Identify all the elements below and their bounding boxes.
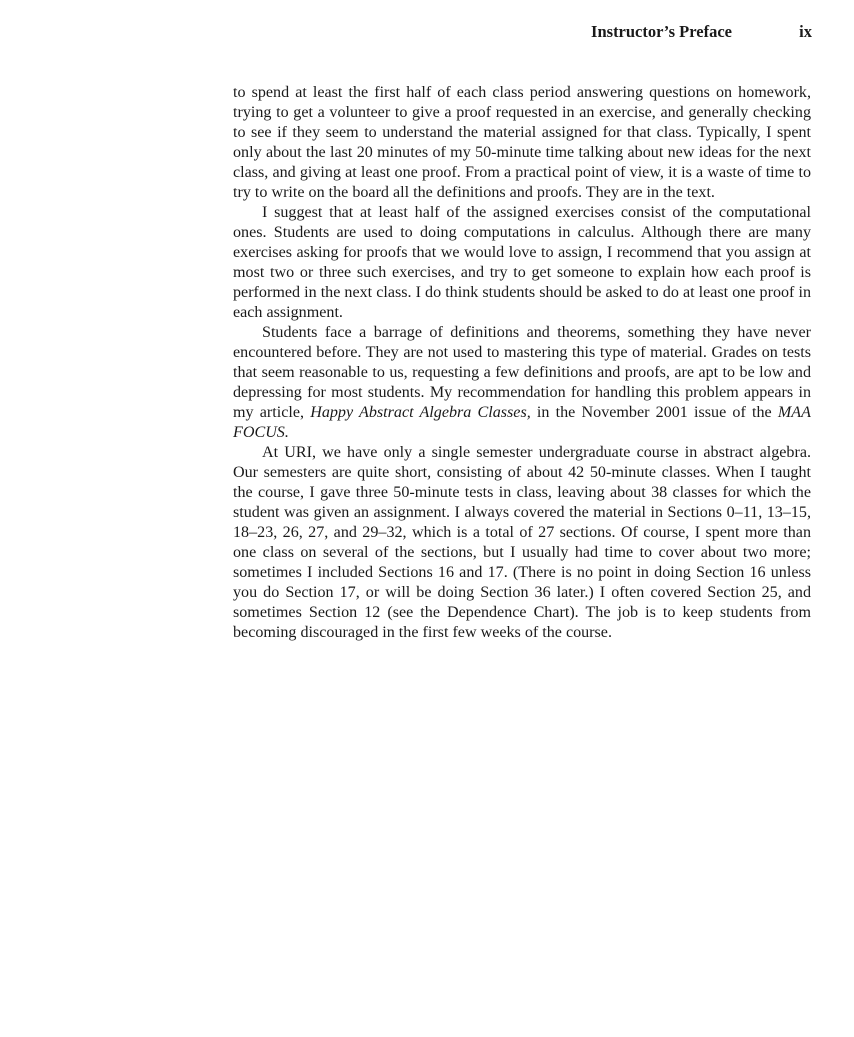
paragraph-homework-discussion: to spend at least the first half of each class period answering questions on homework, trying to get a volunteer to give a proof requested in an exercise, and generally checking to see if they seem to understand the material assigned for that class. Typically, I spent only about the last 20 minutes of my 50-minute time talking about new ideas for the next class, and giving at least one proof. From a practical point of view, it is a waste of time to try to write on the board all the definitions and proofs. They are in the text. [233,84,811,201]
article-title: Happy Abstract Algebra Classes, [310,404,531,421]
page-number: ix [799,22,812,41]
body-text [233,83,811,643]
paragraph-text-segment: in the November 2001 issue of the [530,404,778,421]
running-title: Instructor’s Preface [591,22,732,41]
running-head [0,21,854,45]
paragraph-definitions-and-theorems [233,323,811,443]
paragraph-uri-course: At URI, we have only a single semester undergraduate course in abstract algebra. Our semesters are quite short, consisting of about 42 50-minute classes. When I taught the course, I gave three 50-minute tests in class, leaving about 38 classes for which the student was given an assignment. I always covered the material in Sections 0–11, 13–15, 18–23, 26, 27, and 29–32, which is a total of 27 sections. Of course, I spent more than one class on several of the sections, but I usually had time to cover about two more; sometimes I included Sections 16 and 17. (There is no point in doing Section 16 unless you do Section 17, or will be doing Section 36 later.) I often covered Section 25, and sometimes Section 12 (see the Dependence Chart). The job is to keep students from becoming discouraged in the first few weeks of the course. [233,444,811,641]
paragraph-text-segment: Students face a barrage of definitions and theorems, something they have never encountered before. They are not used to mastering this type of material. Grades on tests that seem reasonable to us, requesting a few definitions and proofs, are apt to be low and depressing for most students. My recommendation for handling this problem appears in my article, [233,324,811,421]
paragraph-assigned-exercises: I suggest that at least half of the assigned exercises consist of the computational ones. Students are used to doing computations in calculus. Although there are many exercises asking for proofs that we would love to assign, I recommend that you assign at most two or three such exercises, and try to get someone to explain how each proof is performed in the next class. I do think students should be asked to do at least one proof in each assignment. [233,204,811,321]
publication-title: MAA FOCUS. [233,404,811,441]
